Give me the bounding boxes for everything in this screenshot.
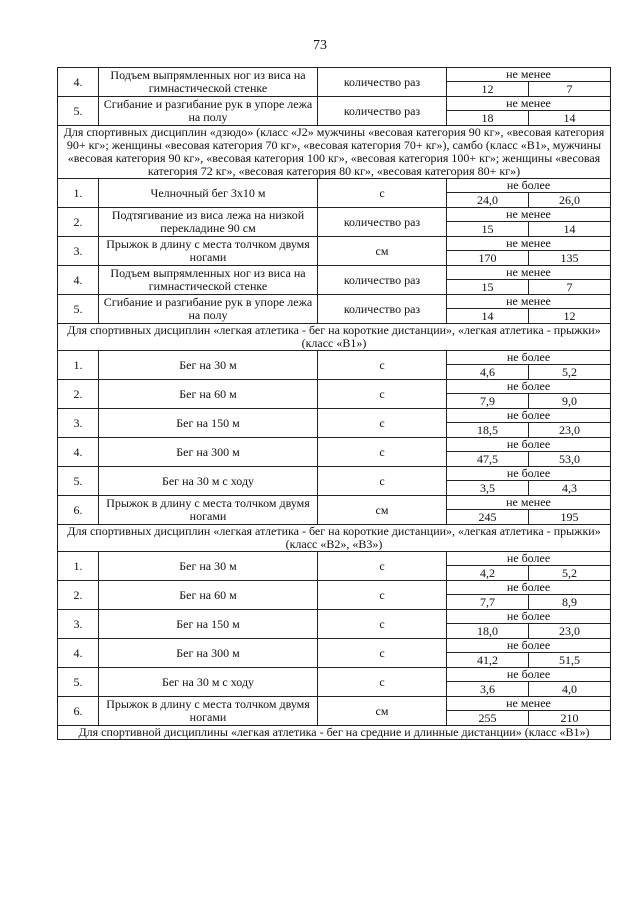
limit-label: не более [447, 351, 611, 365]
limit-label: не менее [447, 295, 611, 309]
value-1: 3,5 [447, 481, 529, 496]
value-2: 135 [529, 251, 611, 266]
limit-label: не менее [447, 237, 611, 251]
value-1: 4,2 [447, 566, 529, 581]
value-1: 47,5 [447, 452, 529, 467]
table-row [58, 697, 611, 711]
value-1: 41,2 [447, 653, 529, 668]
limit-label: не более [447, 467, 611, 481]
unit-cell: с [318, 639, 447, 668]
limit-label: не более [447, 552, 611, 566]
limit-label: не менее [447, 496, 611, 510]
value-1: 4,6 [447, 365, 529, 380]
value-2: 195 [529, 510, 611, 525]
exercise-name: Сгибание и разгибание рук в упоре лежа на полу [99, 295, 318, 324]
value-2: 9,0 [529, 394, 611, 409]
value-2: 5,2 [529, 566, 611, 581]
unit-cell: количество раз [318, 266, 447, 295]
table-row [58, 237, 611, 251]
norms-table-body [58, 68, 611, 740]
value-2: 4,3 [529, 481, 611, 496]
table-row [58, 351, 611, 365]
unit-cell: с [318, 467, 447, 496]
exercise-name: Прыжок в длину с места толчком двумя ногами [99, 237, 318, 266]
limit-label: не более [447, 610, 611, 624]
unit-cell: с [318, 610, 447, 639]
unit-cell: с [318, 179, 447, 208]
table-row [58, 208, 611, 222]
value-2: 26,0 [529, 193, 611, 208]
table-row [58, 266, 611, 280]
unit-cell: количество раз [318, 295, 447, 324]
row-number: 3. [58, 409, 99, 438]
exercise-name: Бег на 30 м с ходу [99, 668, 318, 697]
table-row [58, 380, 611, 394]
limit-label: не менее [447, 97, 611, 111]
section-heading: Для спортивных дисциплин «легкая атлетика - бег на короткие дистанции», «легкая атлетика - прыжки» (класс «B1») [58, 324, 611, 351]
row-number: 2. [58, 380, 99, 409]
value-2: 14 [529, 222, 611, 237]
table-row [58, 438, 611, 452]
value-1: 170 [447, 251, 529, 266]
value-1: 18,5 [447, 423, 529, 438]
row-number: 6. [58, 697, 99, 726]
row-number: 4. [58, 266, 99, 295]
value-2: 12 [529, 309, 611, 324]
table-row [58, 496, 611, 510]
exercise-name: Бег на 300 м [99, 639, 318, 668]
value-2: 51,5 [529, 653, 611, 668]
row-number: 4. [58, 438, 99, 467]
value-1: 7,9 [447, 394, 529, 409]
unit-cell: с [318, 409, 447, 438]
value-1: 12 [447, 82, 529, 97]
limit-label: не менее [447, 697, 611, 711]
row-number: 4. [58, 68, 99, 97]
unit-cell: с [318, 380, 447, 409]
exercise-name: Прыжок в длину с места толчком двумя ногами [99, 697, 318, 726]
exercise-name: Челночный бег 3х10 м [99, 179, 318, 208]
value-1: 255 [447, 711, 529, 726]
table-row [58, 68, 611, 82]
table-row [58, 552, 611, 566]
table-row [58, 610, 611, 624]
limit-label: не более [447, 581, 611, 595]
limit-label: не более [447, 639, 611, 653]
table-row [58, 97, 611, 111]
section-heading: Для спортивных дисциплин «дзюдо» (класс «J2» мужчины «весовая категория 90 кг», «весовая категория 90+ кг»; женщины «весовая категория 70 кг», «весовая категория 70+ кг»), самбо (класс «B1», мужчины «весовая категория 90 кг», «весовая категория 100 кг», «весовая категория 100+ кг»; женщины «весовая категория 72 кг», «весовая категория 80 кг», «весовая категория 80+ кг») [58, 126, 611, 179]
section-row [58, 726, 611, 740]
exercise-name: Бег на 150 м [99, 610, 318, 639]
section-row [58, 324, 611, 351]
unit-cell: количество раз [318, 97, 447, 126]
value-2: 7 [529, 280, 611, 295]
limit-label: не менее [447, 68, 611, 82]
exercise-name: Бег на 60 м [99, 380, 318, 409]
value-1: 245 [447, 510, 529, 525]
exercise-name: Сгибание и разгибание рук в упоре лежа на полу [99, 97, 318, 126]
table-row [58, 409, 611, 423]
value-1: 15 [447, 222, 529, 237]
row-number: 1. [58, 552, 99, 581]
exercise-name: Бег на 300 м [99, 438, 318, 467]
row-number: 5. [58, 295, 99, 324]
limit-label: не более [447, 409, 611, 423]
table-row [58, 179, 611, 193]
value-1: 7,7 [447, 595, 529, 610]
exercise-name: Подъем выпрямленных ног из виса на гимнастической стенке [99, 68, 318, 97]
row-number: 3. [58, 237, 99, 266]
value-2: 8,9 [529, 595, 611, 610]
unit-cell: количество раз [318, 68, 447, 97]
row-number: 4. [58, 639, 99, 668]
section-heading: Для спортивных дисциплин «легкая атлетика - бег на короткие дистанции», «легкая атлетика - прыжки» (класс «B2», «B3») [58, 525, 611, 552]
value-1: 24,0 [447, 193, 529, 208]
page-number: 73 [313, 38, 327, 53]
table-row [58, 581, 611, 595]
limit-label: не более [447, 668, 611, 682]
limit-label: не более [447, 438, 611, 452]
exercise-name: Прыжок в длину с места толчком двумя ногами [99, 496, 318, 525]
unit-cell: количество раз [318, 208, 447, 237]
exercise-name: Подтягивание из виса лежа на низкой перекладине 90 см [99, 208, 318, 237]
value-1: 18,0 [447, 624, 529, 639]
unit-cell: см [318, 496, 447, 525]
row-number: 1. [58, 179, 99, 208]
value-2: 4,0 [529, 682, 611, 697]
value-1: 3,6 [447, 682, 529, 697]
exercise-name: Бег на 150 м [99, 409, 318, 438]
value-1: 15 [447, 280, 529, 295]
value-2: 53,0 [529, 452, 611, 467]
row-number: 2. [58, 581, 99, 610]
table-row [58, 668, 611, 682]
unit-cell: см [318, 697, 447, 726]
value-2: 23,0 [529, 423, 611, 438]
row-number: 1. [58, 351, 99, 380]
row-number: 5. [58, 97, 99, 126]
row-number: 3. [58, 610, 99, 639]
unit-cell: с [318, 438, 447, 467]
norms-table [57, 67, 611, 740]
value-2: 14 [529, 111, 611, 126]
section-row [58, 126, 611, 179]
table-row [58, 295, 611, 309]
exercise-name: Подъем выпрямленных ног из виса на гимнастической стенке [99, 266, 318, 295]
exercise-name: Бег на 60 м [99, 581, 318, 610]
exercise-name: Бег на 30 м [99, 552, 318, 581]
limit-label: не менее [447, 208, 611, 222]
exercise-name: Бег на 30 м с ходу [99, 467, 318, 496]
unit-cell: с [318, 581, 447, 610]
table-row [58, 467, 611, 481]
value-2: 23,0 [529, 624, 611, 639]
value-2: 210 [529, 711, 611, 726]
row-number: 5. [58, 668, 99, 697]
unit-cell: см [318, 237, 447, 266]
value-1: 18 [447, 111, 529, 126]
section-row [58, 525, 611, 552]
limit-label: не менее [447, 266, 611, 280]
value-2: 7 [529, 82, 611, 97]
row-number: 5. [58, 467, 99, 496]
unit-cell: с [318, 668, 447, 697]
limit-label: не более [447, 380, 611, 394]
section-heading: Для спортивной дисциплины «легкая атлетика - бег на средние и длинные дистанции» (класс «B1») [58, 726, 611, 740]
unit-cell: с [318, 552, 447, 581]
exercise-name: Бег на 30 м [99, 351, 318, 380]
value-1: 14 [447, 309, 529, 324]
value-2: 5,2 [529, 365, 611, 380]
row-number: 2. [58, 208, 99, 237]
limit-label: не более [447, 179, 611, 193]
row-number: 6. [58, 496, 99, 525]
table-row [58, 639, 611, 653]
unit-cell: с [318, 351, 447, 380]
